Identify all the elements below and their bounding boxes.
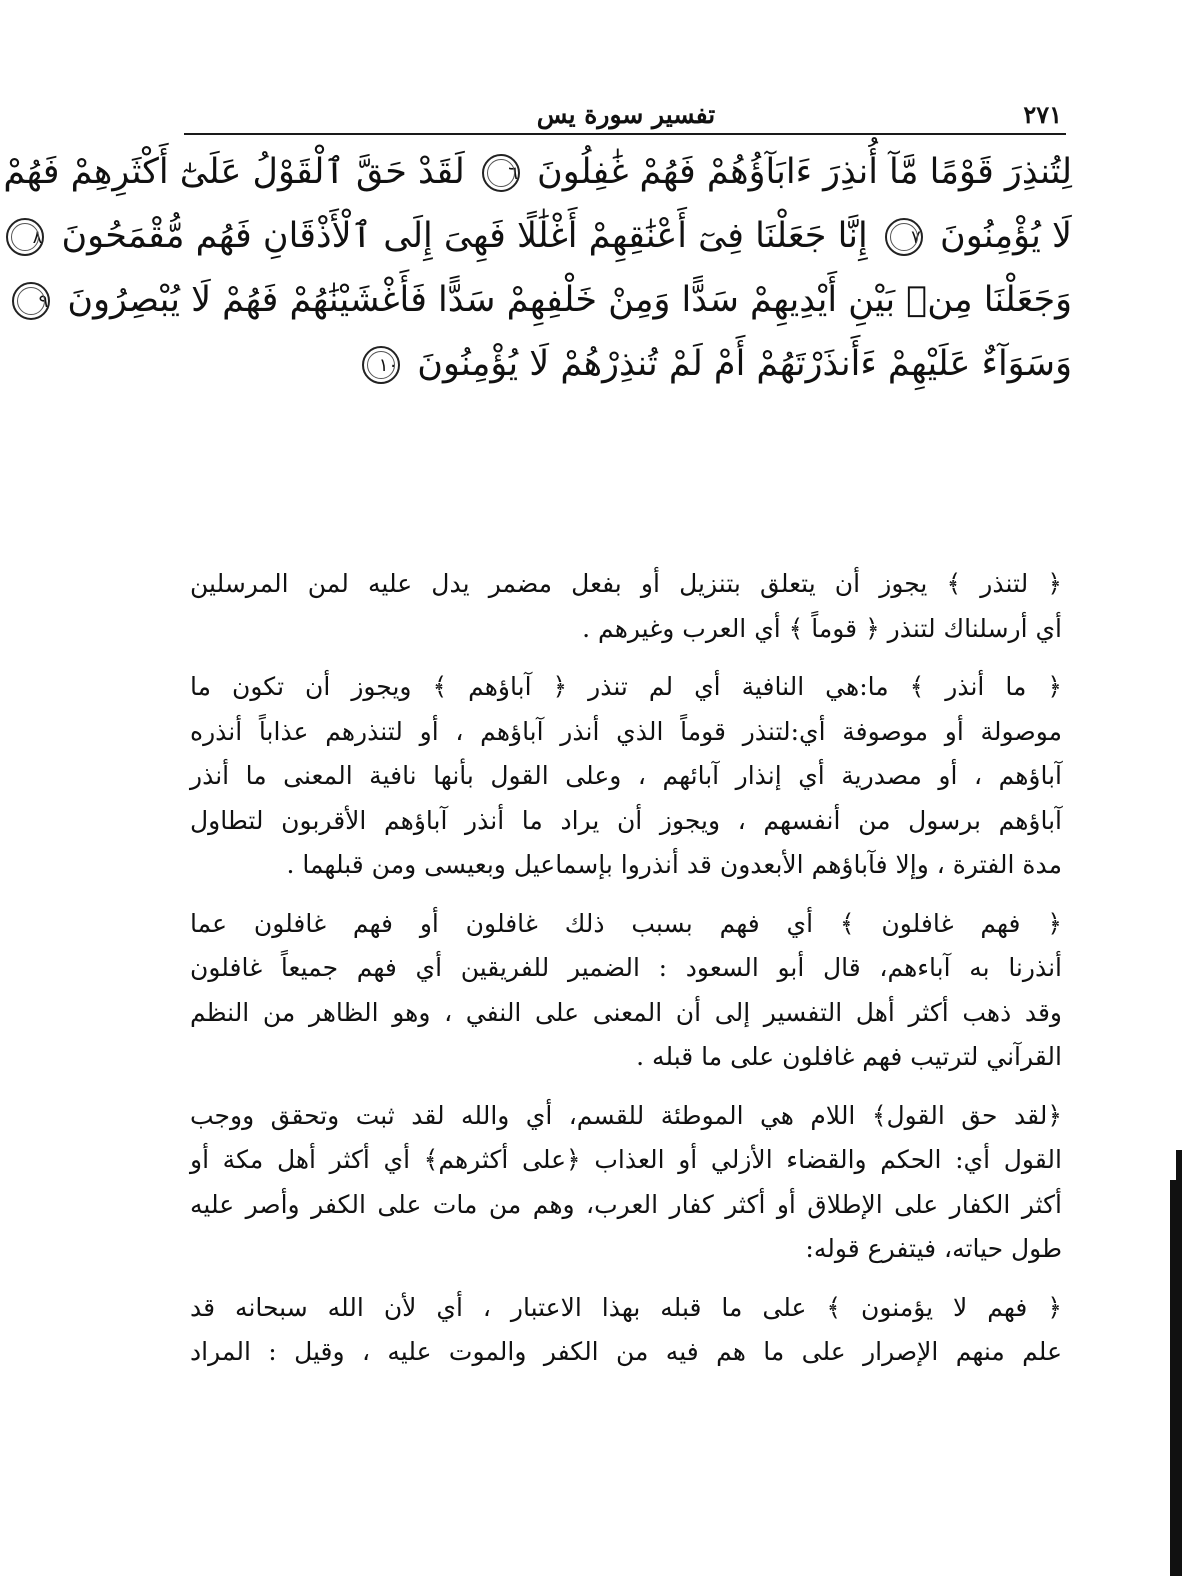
text-line: ﴿ ما أنذر ﴾ ما:هي النافية أي لم تنذر ﴿ آباؤهم ﴾ ويجوز أن تكون ما [190,672,1062,701]
text-line: أي أرسلناك لتنذر ﴿ قوماً ﴾ أي العرب وغيرهم . [582,613,1062,643]
running-title: تفسير سورة يس [536,100,716,129]
verse-text: لَا يُؤْمِنُونَ [939,216,1072,256]
text-line: ﴿ لتنذر ﴾ يجوز أن يتعلق بتنزيل أو بفعل مضمر يدل عليه لمن المرسلين [190,569,1062,598]
text-line: ﴿ فهم لا يؤمنون ﴾ على ما قبله بهذا الاعتبار ، أي لأن الله سبحانه قد [190,1292,1062,1322]
page-number: ٢٧١ [1023,100,1062,129]
ayah-marker-icon: ٧ [885,218,923,256]
ayah-marker-icon: ١٠ [362,346,400,384]
commentary-paragraph [190,562,1062,651]
quran-line-3 [38,268,1072,332]
quran-verses [3,140,1072,396]
commentary-body [190,562,1062,1389]
quran-line-4 [182,332,1072,396]
text-line: طول حياته، فيتفرع قوله: [805,1234,1062,1263]
text-line: موصولة أو موصوفة أي:لتنذر قوماً الذي أنذر آباؤهم ، أو لتنذرهم عذاباً أنذره [190,716,1062,746]
book-page [3,0,1182,1576]
quran-line-1 [3,140,1072,204]
verse-text: وَسَوَآءٌ عَلَيْهِمْ ءَأَنذَرْتَهُمْ أَمْ لَمْ تُنذِرْهُمْ لَا يُؤْمِنُونَ [417,344,1072,384]
commentary-paragraph [190,902,1062,1080]
verse-text: لِتُنذِرَ قَوْمًا مَّآ أُنذِرَ ءَابَآؤُهُمْ فَهُمْ غَٰفِلُونَ [537,152,1072,192]
verse-text: لَقَدْ حَقَّ ٱلْقَوْلُ عَلَىٰٓ أَكْثَرِهِمْ فَهُمْ [3,152,465,192]
text-line: القول أي: الحكم والقضاء الأزلي أو العذاب ﴿على أكثرهم﴾ أي أكثر أهل مكة أو [190,1145,1062,1174]
verse-text: وَجَعَلْنَا مِنۢ بَيْنِ أَيْدِيهِمْ سَدًّا وَمِنْ خَلْفِهِمْ سَدًّا فَأَغْشَيْنَٰهُمْ فَهُمْ لَا يُبْصِرُونَ [67,280,1072,320]
quran-line-2 [32,204,1072,268]
ayah-marker-icon: ٦ [482,154,520,192]
commentary-paragraph [190,1286,1062,1375]
text-line: القرآني لترتيب فهم غافلون على ما قبله . [636,1042,1062,1071]
ayah-marker-icon: ٨ [6,218,44,256]
text-line: آباؤهم ، أو مصدرية أي إنذار آبائهم ، وعلى القول بأنها نافية المعنى ما أنذر [190,761,1062,790]
binding-shadow [1176,1150,1182,1180]
text-line: آباؤهم برسول من أنفسهم ، ويجوز أن يراد ما أنذر آباؤهم الأقربون لتطاول [190,805,1062,835]
text-line: مدة الفترة ، وإلا فآباؤهم الأبعدون قد أنذروا بإسماعيل وبعيسى ومن قبلهما . [286,850,1062,879]
text-line: أكثر الكفار على الإطلاق أو أكثر كفار العرب، وهم من مات على الكفر وأصر عليه [190,1189,1062,1219]
text-line: ﴿لقد حق القول﴾ اللام هي الموطئة للقسم، أي والله لقد ثبت وتحقق ووجب [190,1100,1062,1130]
header-rule [184,133,1066,135]
ayah-marker-icon: ٩ [12,282,50,320]
verse-text: إِنَّا جَعَلْنَا فِىٓ أَعْنَٰقِهِمْ أَغْلَٰلًا فَهِىَ إِلَى ٱلْأَذْقَانِ فَهُم مُّقْمَحُونَ [61,216,868,256]
text-line: علم منهم الإصرار على ما هم فيه من الكفر والموت عليه ، وقيل : المراد [190,1337,1062,1366]
commentary-paragraph [190,665,1062,888]
commentary-paragraph [190,1094,1062,1272]
text-line: أنذرنا به آباءهم، قال أبو السعود : الضمير للفريقين أي فهم جميعاً غافلون [190,953,1062,982]
binding-shadow [1170,1180,1182,1576]
text-line: ﴿ فهم غافلون ﴾ أي فهم بسبب ذلك غافلون أو فهم غافلون عما [190,908,1062,938]
text-line: وقد ذهب أكثر أهل التفسير إلى أن المعنى على النفي ، وهو الظاهر من النظم [190,997,1062,1027]
page-header [190,98,1062,134]
